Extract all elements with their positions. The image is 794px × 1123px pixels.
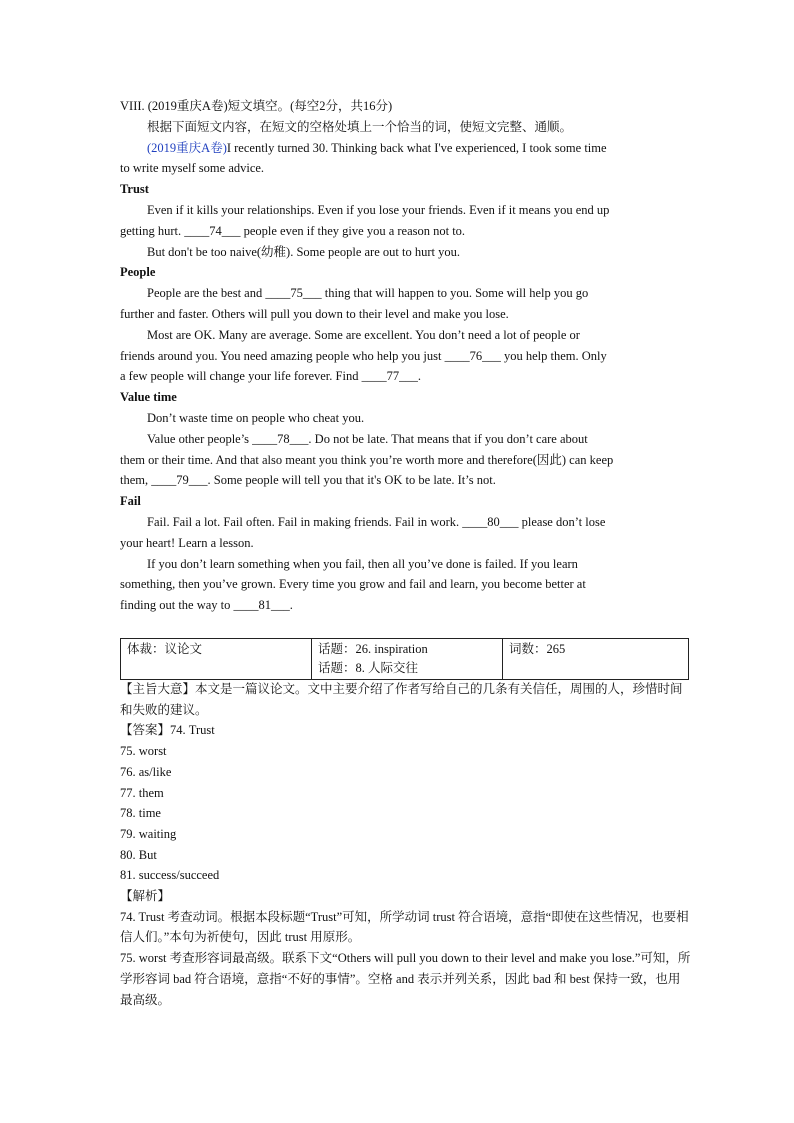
section-title-value-time: Value time: [120, 390, 177, 405]
trust-line-3: But don't be too naive(幼稚). Some people are out to hurt you.: [147, 244, 460, 259]
answer-item: 76. as/like: [120, 764, 172, 779]
answer-item: 81. success/succeed: [120, 868, 220, 883]
passage: [120, 96, 692, 616]
trust-line-2: getting hurt. ____74___ people even if they give you a reason not to.: [120, 223, 466, 238]
main-idea: 【主旨大意】本文是一篇议论文。文中主要介绍了作者写给自己的几条有关信任，周围的人，珍惜时间和失败的建议。: [120, 682, 683, 717]
answer-item: 80. But: [120, 847, 157, 862]
intro-text-1: I recently turned 30. Thinking back what I've experienced, I took some time: [226, 140, 607, 155]
answer-item: 78. time: [120, 806, 161, 821]
fail-line-5: finding out the way to ____81___.: [120, 598, 293, 613]
fail-line-4: something, then you’ve grown. Every time you grow and fail and learn, you become better at: [120, 577, 586, 592]
answer-section: [120, 679, 692, 1010]
people-line-1: People are the best and ____75___ thing that will happen to you. Some will help you go: [147, 286, 589, 301]
answer-item: 75. worst: [120, 744, 167, 759]
value-time-line-4: them, ____79___. Some people will tell you that it's OK to be late. It’s not.: [120, 473, 496, 488]
topic-2: 话题：8. 人际交往: [318, 661, 419, 675]
value-time-line-3: them or their time. And that also meant you think you’re worth more and therefore(因此) can keep: [120, 452, 614, 467]
value-time-line-1: Don’t waste time on people who cheat you.: [147, 410, 365, 425]
topic-cell: [312, 639, 503, 680]
fail-line-3: If you don’t learn something when you fail, then all you’ve done is failed. If you learn: [147, 556, 578, 571]
value-time-line-2: Value other people’s ____78___. Do not be late. That means that if you don’t care about: [147, 431, 588, 446]
analysis-heading: 【解析】: [120, 889, 171, 904]
answer-heading: 【答案】74. Trust: [120, 723, 215, 738]
analysis-74: 74. Trust 考查动词。根据本段标题“Trust”可知，所学动词 trust 符合语境，意指“即使在这些情况，也要相信人们。”本句为祈使句，因此 trust 用原形。: [120, 909, 689, 945]
answer-item: 77. them: [120, 785, 164, 800]
trust-line-1: Even if it kills your relationships. Even if you lose your friends. Even if it means you end up: [147, 202, 610, 217]
exercise-header: VIII. (2019重庆A卷)短文填空。(每空2分，共16分): [120, 99, 393, 113]
people-line-5: a few people will change your life forever. Find ____77___.: [120, 369, 421, 384]
intro-line-2: to write myself some advice.: [120, 161, 265, 176]
topic-1: 话题：26. inspiration: [318, 642, 428, 656]
people-line-3: Most are OK. Many are average. Some are excellent. You don’t need a lot of people or: [147, 327, 580, 342]
info-table: [120, 638, 689, 680]
genre-cell: 体裁：议论文: [121, 639, 312, 680]
answer-item: 79. waiting: [120, 826, 177, 841]
intro-line-1: [120, 138, 692, 159]
people-line-4: friends around you. You need amazing people who help you just ____76___ you help them. Only: [120, 348, 607, 363]
source-tag: (2019重庆A卷): [147, 140, 227, 155]
word-count-cell: 词数：265: [503, 639, 689, 680]
fail-line-2: your heart! Learn a lesson.: [120, 535, 254, 550]
analysis-75: 75. worst 考查形容词最高级。联系下文“Others will pull you down to their level and make you lose.”可知，所学形容词 bad 符合语境，意指“不好的事情”。空格 and 表示并列关系，因此 bad 和 best 保持一致，也用最高级。: [120, 951, 691, 1007]
fail-line-1: Fail. Fail a lot. Fail often. Fail in making friends. Fail in work. ____80___ please don’t lose: [147, 514, 606, 529]
people-line-2: further and faster. Others will pull you down to their level and make you lose.: [120, 306, 509, 321]
section-title-fail: Fail: [120, 494, 141, 509]
section-title-people: People: [120, 265, 156, 280]
instruction: 根据下面短文内容，在短文的空格处填上一个恰当的词，使短文完整、通顺。: [147, 119, 573, 134]
section-title-trust: Trust: [120, 182, 149, 197]
